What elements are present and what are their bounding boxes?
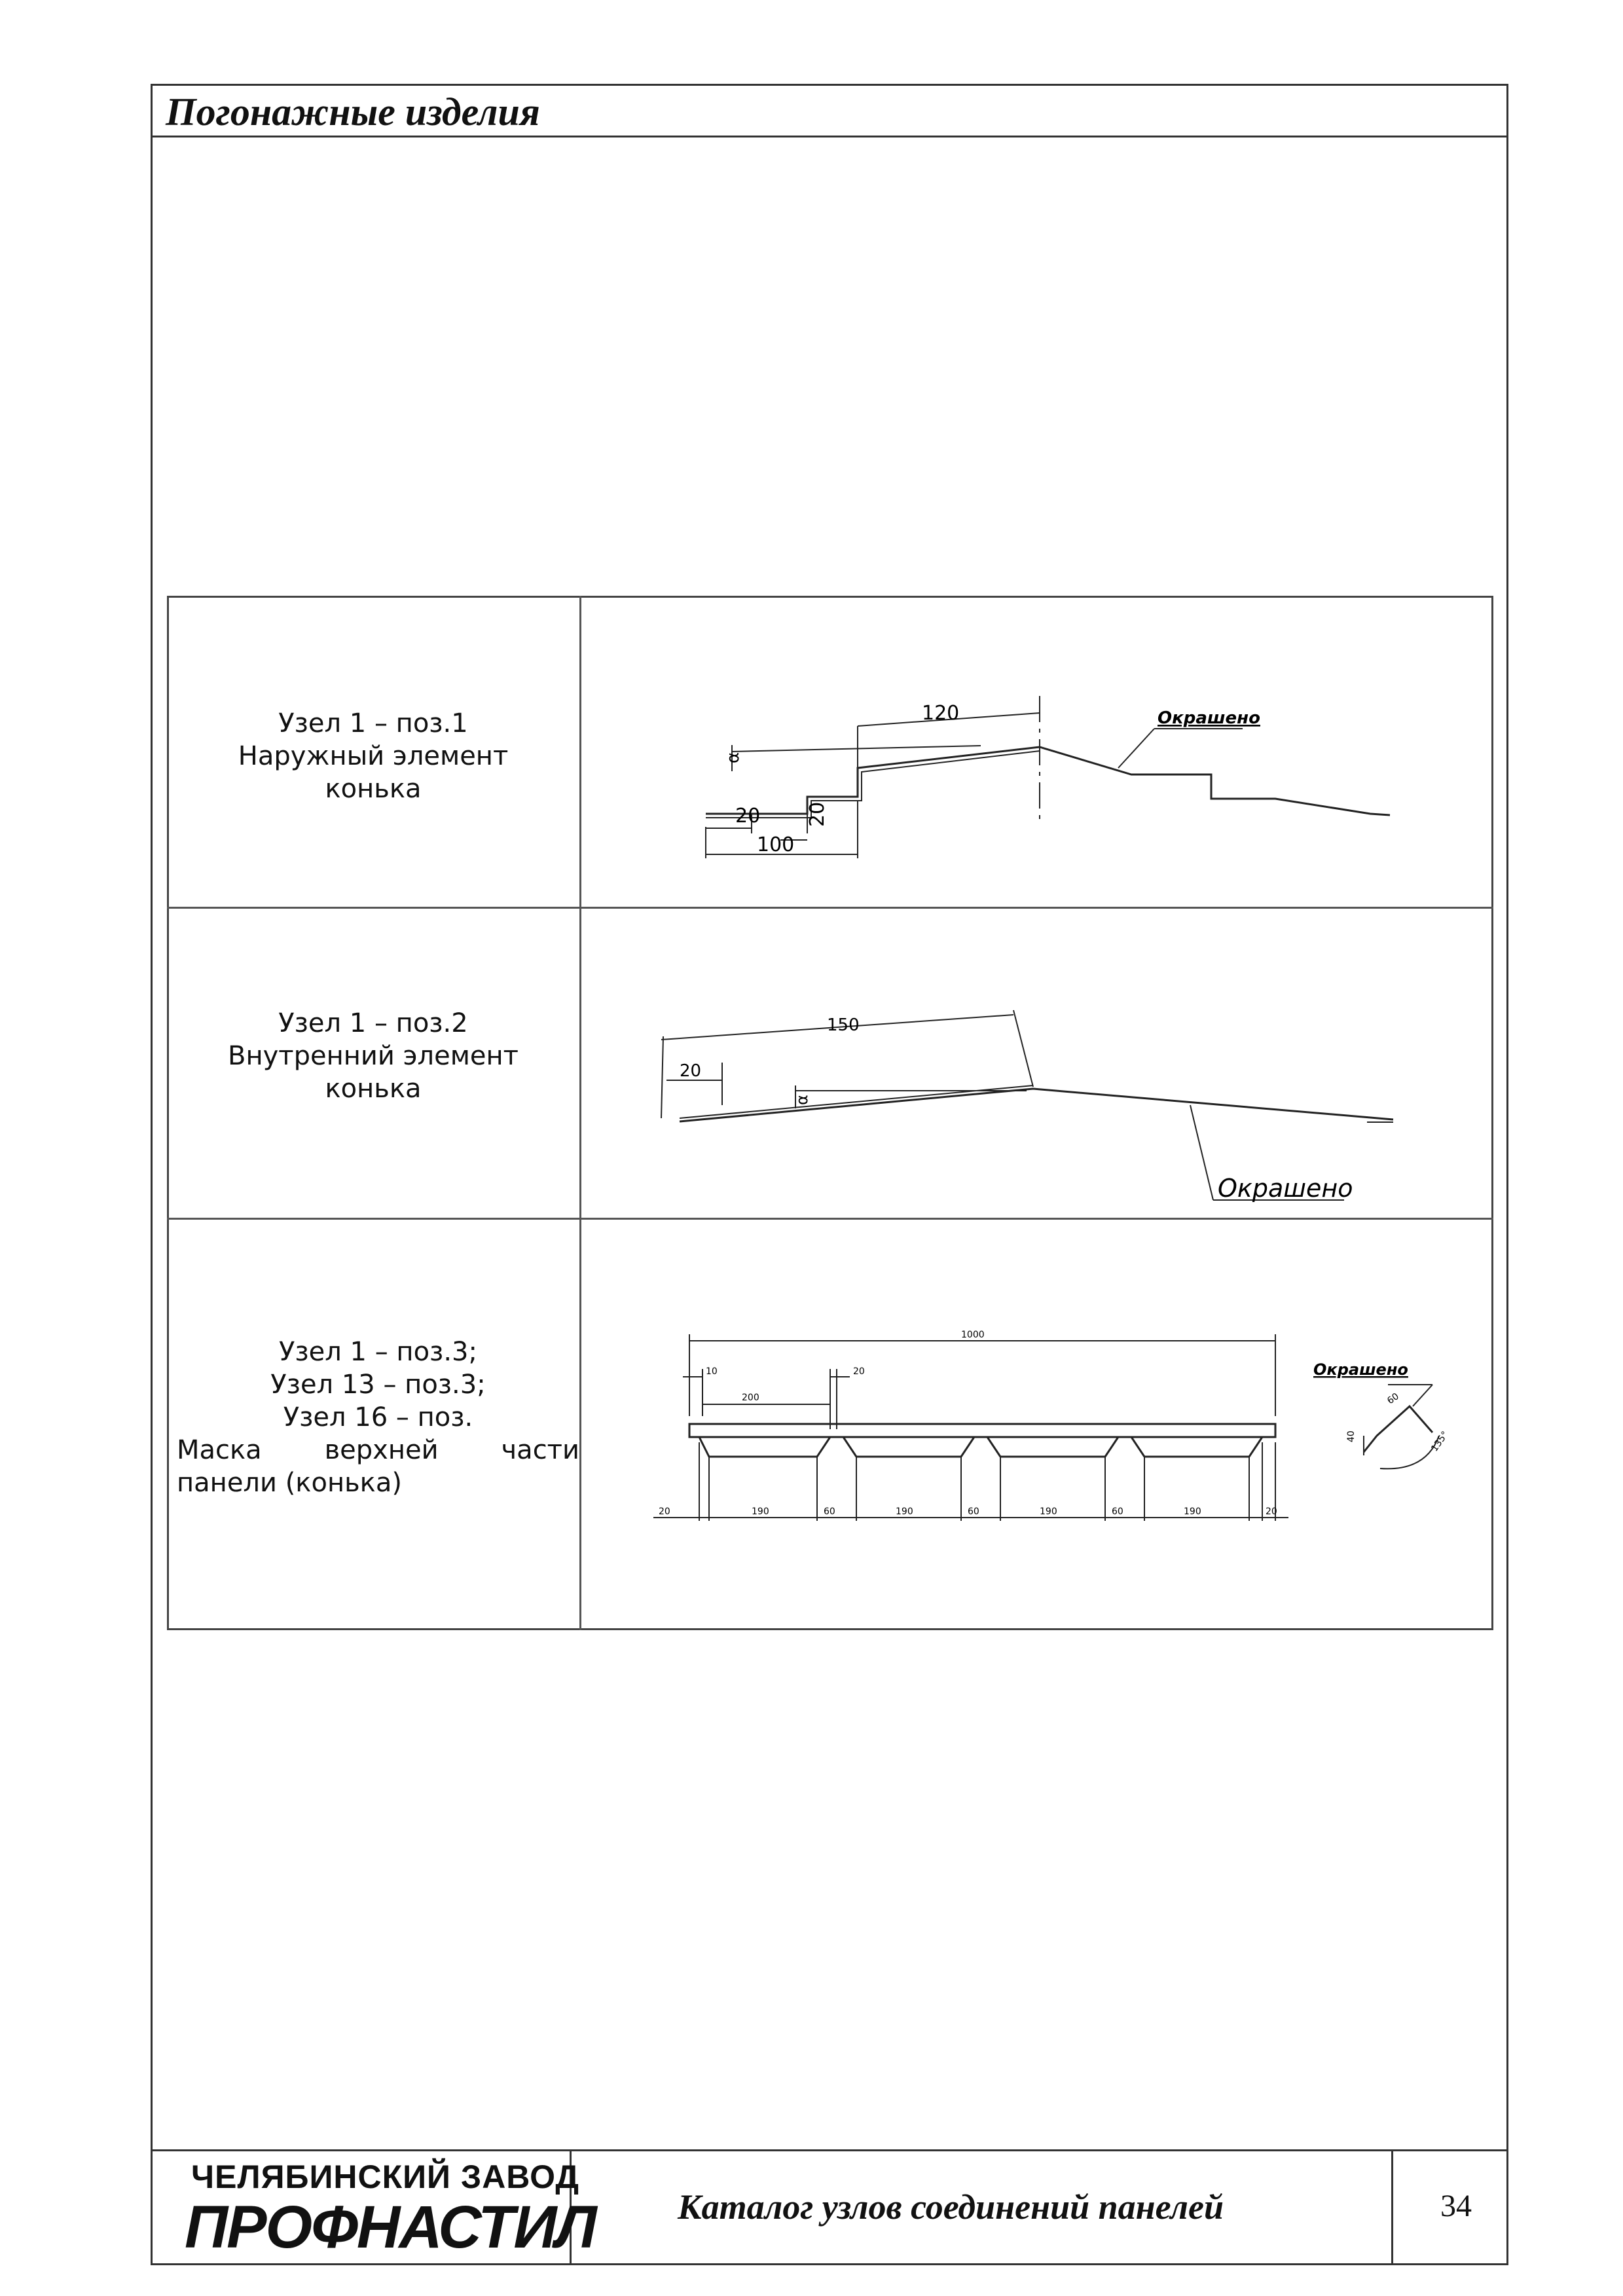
header-bar (151, 84, 1508, 137)
painted-label: Окрашено (1218, 1174, 1353, 1203)
dim-label: 120 (922, 702, 960, 725)
row-3-label-line: панели (конька) (177, 1468, 402, 1498)
row-2-label-line: Узел 1 – поз.2 (278, 1008, 468, 1038)
row-3-label-line: Узел 16 – поз. (283, 1402, 473, 1432)
company-logo-text: ПРОФНАСТИЛ (185, 2194, 596, 2261)
dim-label: 10 (706, 1366, 718, 1377)
dim-label: 40 (1346, 1430, 1357, 1442)
dim-label: 60 (968, 1506, 979, 1517)
dim-label: 60 (1385, 1391, 1401, 1407)
dim-label: 20 (735, 805, 761, 828)
label-word: части (501, 1435, 579, 1465)
dim-label: 150 (827, 1015, 860, 1035)
footer-divider (1391, 2149, 1393, 2265)
row-2-label (167, 1007, 579, 1105)
company-name: ЧЕЛЯБИНСКИЙ ЗАВОД (191, 2159, 580, 2195)
dim-label: 20 (853, 1366, 865, 1377)
row-3-label (177, 1336, 579, 1499)
row-1-drawing (581, 598, 1491, 905)
row-1-label-line: Узел 1 – поз.1 (278, 708, 468, 738)
row-3-label-line: Узел 13 – поз.3; (270, 1370, 486, 1400)
dim-label: 190 (752, 1506, 769, 1517)
label-word: верхней (324, 1435, 439, 1465)
ridge-inner-profile (680, 1089, 1393, 1121)
page-title: Погонажные изделия (166, 90, 540, 134)
dim-label: 20 (806, 801, 829, 827)
dim-label: 60 (824, 1506, 835, 1517)
row-2-label-line: конька (325, 1074, 422, 1104)
row-1-label (167, 707, 579, 805)
dim-label: 190 (1184, 1506, 1201, 1517)
row-1-label-line: Наружный элемент (238, 741, 509, 771)
row-3-label-justified (177, 1434, 579, 1467)
painted-label: Окрашено (1313, 1360, 1408, 1379)
row-3-drawing (581, 1220, 1491, 1628)
dim-label: 190 (1040, 1506, 1057, 1517)
catalog-title: Каталог узлов соединений панелей (678, 2187, 1224, 2227)
row-2-label-line: Внутренний элемент (228, 1041, 519, 1071)
page-number: 34 (1440, 2189, 1472, 2223)
painted-label: Окрашено (1158, 708, 1260, 728)
row-2-drawing (581, 909, 1491, 1216)
dim-label: 200 (742, 1393, 759, 1403)
dim-label: 20 (680, 1061, 702, 1081)
dim-label: 190 (896, 1506, 913, 1517)
dim-label: 1000 (961, 1330, 985, 1340)
row-3-label-line: Узел 1 – поз.3; (279, 1337, 477, 1367)
angle-label: α (793, 1095, 811, 1105)
row-1-label-line: конька (325, 774, 422, 804)
angle-label: α (723, 752, 743, 763)
dim-label: 20 (659, 1506, 670, 1517)
dim-label: 135° (1429, 1429, 1451, 1454)
dim-label: 60 (1112, 1506, 1123, 1517)
label-word: Маска (177, 1435, 262, 1465)
dim-label: 20 (1266, 1506, 1277, 1517)
dim-label: 100 (757, 833, 795, 856)
